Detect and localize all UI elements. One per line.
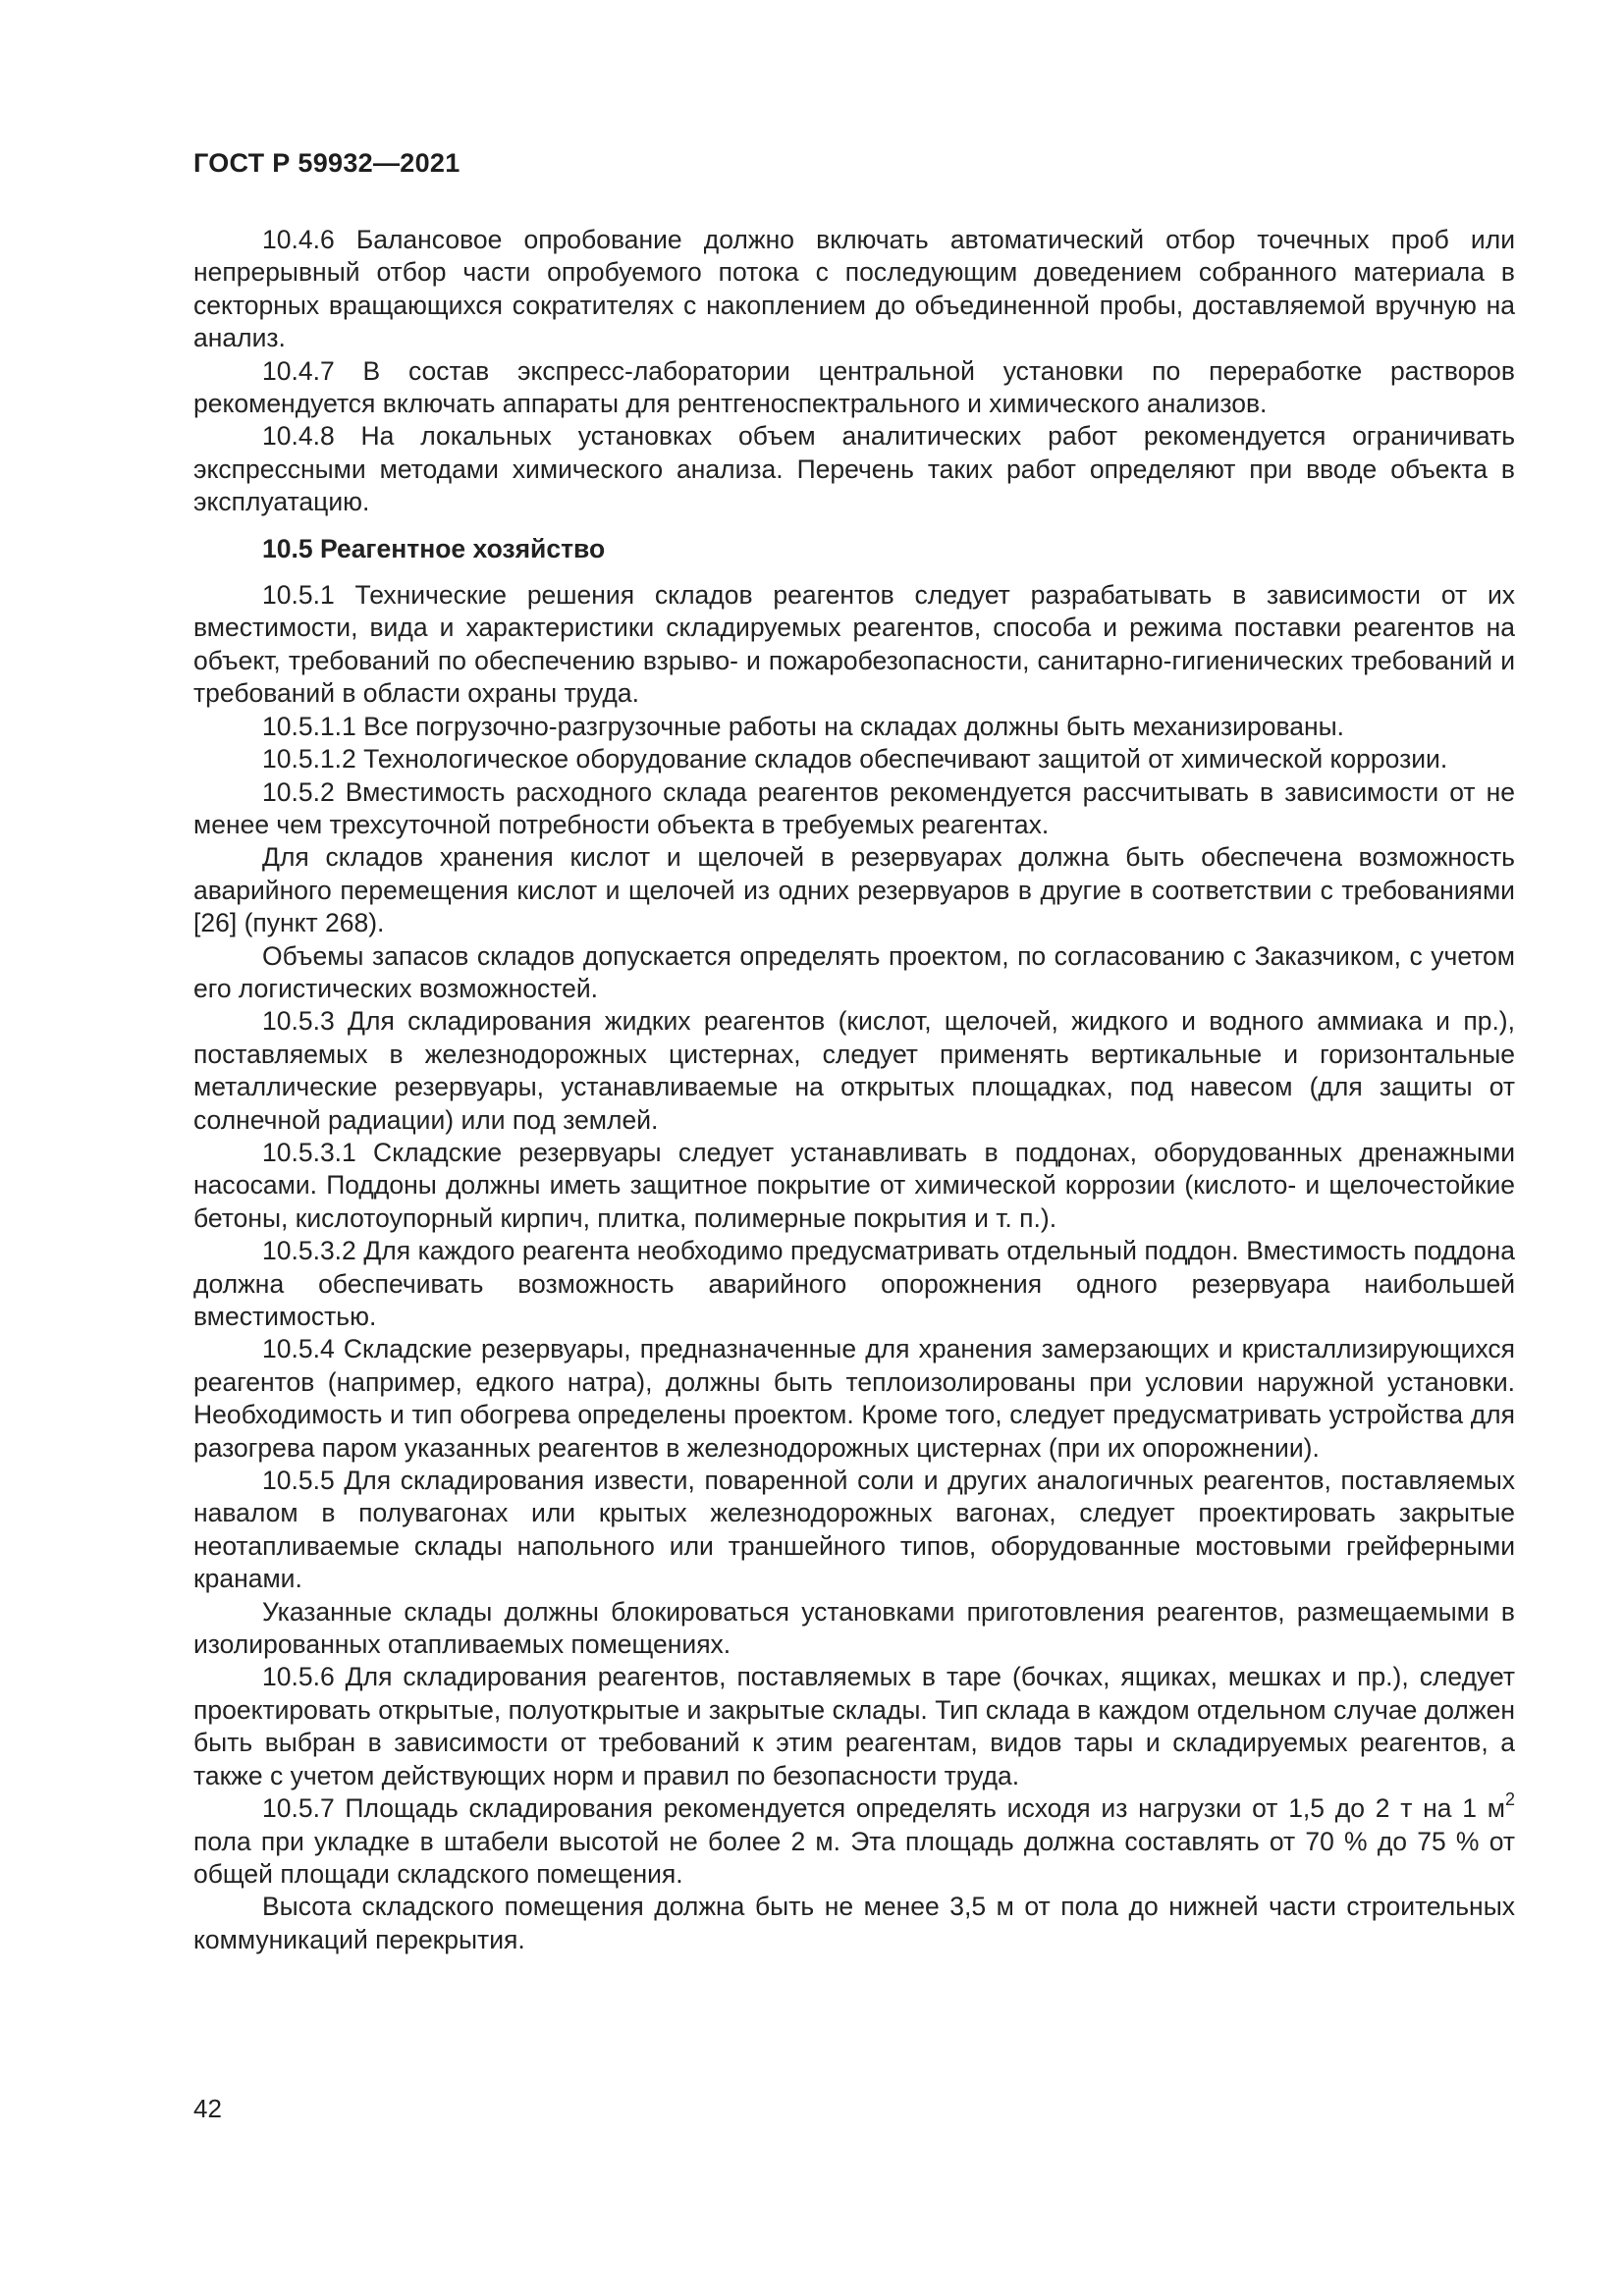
document-header-code: ГОСТ Р 59932—2021 — [193, 148, 460, 178]
paragraph-stock-volumes: Объемы запасов складов допускается определять проектом, по согласованию с Заказчиком, с учетом его логистических возможностей. — [193, 940, 1515, 1003]
paragraph-10-5-5: 10.5.5 Для складирования извести, поваренной соли и других аналогичных реагентов, поставляемых навалом в полувагонах или крытых железнодорожных вагонах, следует проектировать закрытые неотапливаемые склады напольного или траншейного типов, оборудованные мостовыми грейферными кранами. — [193, 1466, 1515, 1594]
paragraph-10-5-1: 10.5.1 Технические решения складов реагентов следует разрабатывать в зависимости от их вместимости, вида и характеристики складируемых реагентов, способа и режима поставки реагентов на объект, требований по обеспечению взрыво- и пожаробезопасности, санитарно-гигиенических требований и требований в области охраны труда. — [193, 580, 1515, 709]
paragraph-10-5-7 — [193, 1789, 1515, 1891]
paragraph-10-5-7-part1: 10.5.7 Площадь складирования рекомендуется определять исходя из нагрузки от 1,5 до 2 т на 1 м — [262, 1793, 1505, 1824]
paragraph-10-5-1-1: 10.5.1.1 Все погрузочно-разгрузочные работы на складах должны быть механизированы. — [262, 711, 1345, 741]
paragraph-10-4-8: 10.4.8 На локальных установках объем аналитических работ рекомендуется ограничивать экспрессными методами химического анализа. Перечень таких работ определяют при вводе объекта в эксплуатацию. — [193, 421, 1515, 517]
page-number: 42 — [193, 2094, 222, 2123]
paragraph-acid-storage: Для складов хранения кислот и щелочей в резервуарах должна быть обеспечена возможность аварийного перемещения кислот и щелочей из одних резервуаров в другие в соответствии с требованиями [26] (пункт 268). — [193, 842, 1515, 938]
paragraph-10-5-2: 10.5.2 Вместимость расходного склада реагентов рекомендуется рассчитывать в зависимости от не менее чем трехсуточной потребности объекта в требуемых реагентах. — [193, 776, 1515, 839]
paragraph-10-5-3-2: 10.5.3.2 Для каждого реагента необходимо предусматривать отдельный поддон. Вместимость поддона должна обеспечивать возможность аварийного опорожнения одного резервуара наибольшей вместимостью. — [193, 1236, 1515, 1331]
paragraph-10-5-4: 10.5.4 Складские резервуары, предназначенные для хранения замерзающих и кристаллизирующихся реагентов (например, едкого натра), должны быть теплоизолированы при условии наружной установки. Необходимость и тип обогрева определены проектом. Кроме того, следует предусматривать устройства для разогрева паром указанных реагентов в железнодорожных цистернах (при их опорожнении). — [193, 1334, 1515, 1463]
paragraph-10-5-3-1: 10.5.3.1 Складские резервуары следует устанавливать в поддонах, оборудованных дренажными насосами. Поддоны должны иметь защитное покрытие от химической коррозии (кислото- и щелочестойкие бетоны, кислотоупорный кирпич, плитка, полимерные покрытия и т. п.). — [193, 1137, 1515, 1233]
paragraph-10-5-6: 10.5.6 Для складирования реагентов, поставляемых в таре (бочках, ящиках, мешках и пр.), следует проектировать открытые, полуоткрытые и закрытые склады. Тип склада в каждом отдельном случае должен быть выбран в зависимости от требований к этим реагентам, видов тары и складируемых реагентов, а также с учетом действующих норм и правил по безопасности труда. — [193, 1662, 1515, 1790]
paragraph-10-5-3: 10.5.3 Для складирования жидких реагентов (кислот, щелочей, жидкого и водного аммиака и пр.), поставляемых в железнодорожных цистернах, следует применять вертикальные и горизонтальные металлические резервуары, устанавливаемые на открытых площадках, под навесом (для защиты от солнечной радиации) или под землей. — [193, 1006, 1515, 1135]
paragraph-10-5-1-2: 10.5.1.2 Технологическое оборудование складов обеспечивают защитой от химической коррозии. — [262, 744, 1448, 774]
paragraph-10-4-7: 10.4.7 В состав экспресс-лаборатории центральной установки по переработке растворов рекомендуется включать аппараты для рентгеноспектрального и химического анализов. — [193, 355, 1515, 419]
document-body — [193, 224, 1515, 1956]
paragraph-10-4-6: 10.4.6 Балансовое опробование должно включать автоматический отбор точечных проб или непрерывный отбор части опробуемого потока с последующим доведением собранного материала в секторных вращающихся сократителях с накоплением до объединенной пробы, доставляемой вручную на анализ. — [193, 225, 1515, 353]
paragraph-warehouse-blocking: Указанные склады должны блокироваться установками приготовления реагентов, размещаемыми в изолированных отапливаемых помещениях. — [193, 1596, 1515, 1660]
paragraph-warehouse-height: Высота складского помещения должна быть не менее 3,5 м от пола до нижней части строительных коммуникаций перекрытия. — [193, 1892, 1515, 1954]
paragraph-10-5-7-part2: пола при укладке в штабели высотой не более 2 м. Эта площадь должна составлять от 70 % до 75 % от общей площади складского помещения. — [193, 1826, 1515, 1889]
section-title-10-5: 10.5 Реагентное хозяйство — [262, 533, 606, 563]
superscript-square: 2 — [1504, 1789, 1515, 1810]
